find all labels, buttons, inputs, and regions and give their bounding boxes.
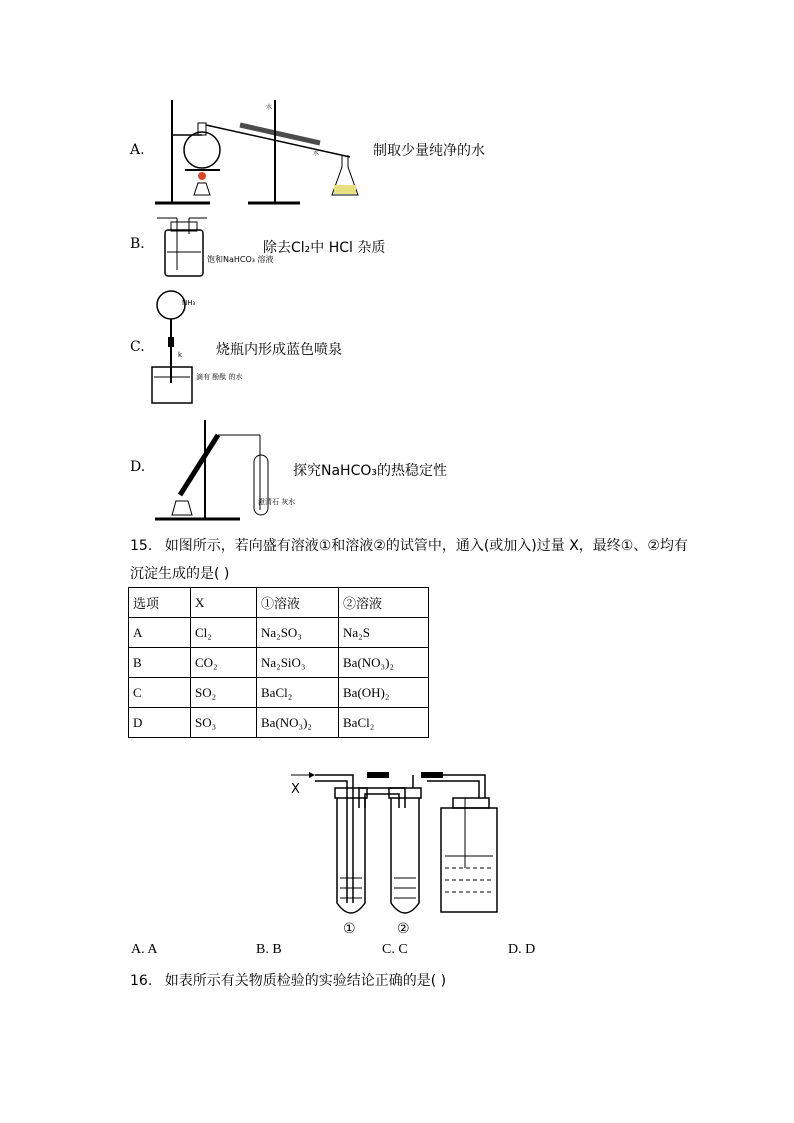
option-b-letter: B.	[130, 236, 145, 252]
question-16-number: 16.	[130, 973, 153, 989]
table-cell: Ba(OH)₂	[339, 678, 429, 708]
gas-washing-bottle-figure	[155, 212, 275, 280]
table-cell: B	[129, 648, 191, 678]
option-a-letter: A.	[130, 142, 145, 158]
tube-1-label: ①	[343, 921, 356, 937]
table-row	[129, 678, 429, 708]
question-15-line1	[130, 535, 688, 555]
option-a-caption: 制取少量纯净的水	[373, 143, 485, 159]
table-cell: BaCl₂	[257, 678, 339, 708]
answer-choice-b[interactable]: B. B	[256, 942, 282, 957]
table-cell: Ba(NO₃)₂	[339, 648, 429, 678]
water-out-label: 水	[313, 150, 320, 157]
table-header-row	[129, 588, 429, 618]
answer-choice-d[interactable]: D. D	[508, 942, 536, 957]
table-cell: Ba(NO₃)₂	[257, 708, 339, 738]
question-15-text: 如图所示，若向盛有溶液①和溶液②的试管中，通入(或加入)过量 X，最终①、②均有	[164, 538, 688, 554]
answer-choice-c[interactable]: C. C	[382, 942, 408, 957]
header-cell: X	[191, 588, 257, 618]
table-cell: BaCl₂	[339, 708, 429, 738]
thermal-stability-figure	[150, 415, 296, 525]
distillation-apparatus-figure	[150, 95, 365, 210]
option-c-letter: C.	[130, 339, 145, 355]
clamp-k-label: k	[178, 351, 183, 359]
table-cell: SO₃	[191, 708, 257, 738]
phenolphthalein-water-label: 滴有 酚酞 的水	[196, 373, 243, 381]
option-b-caption: 除去Cl₂中 HCl 杂质	[263, 240, 386, 256]
table-row	[129, 618, 429, 648]
solution-label: 饱和NaHCO₃ 溶液	[207, 255, 274, 264]
options-table	[128, 587, 429, 738]
x-gas-label: X	[291, 782, 300, 797]
table-row	[129, 648, 429, 678]
nh3-label: NH₃	[182, 299, 196, 307]
header-cell: ①溶液	[257, 588, 339, 618]
water-in-label: 水	[266, 104, 273, 111]
table-cell: CO₂	[191, 648, 257, 678]
tube-2-label: ②	[397, 921, 410, 937]
table-cell: D	[129, 708, 191, 738]
option-d-caption: 探究NaHCO₃的热稳定性	[293, 463, 447, 479]
question-16-text: 如表所示有关物质检验的实验结论正确的是( )	[164, 973, 447, 989]
table-cell: C	[129, 678, 191, 708]
table-row	[129, 708, 429, 738]
header-cell: ②溶液	[339, 588, 429, 618]
table-cell: A	[129, 618, 191, 648]
header-cell: 选项	[129, 588, 191, 618]
table-cell: Cl₂	[191, 618, 257, 648]
table-cell: Na₂SO₃	[257, 618, 339, 648]
question-15-number: 15.	[130, 538, 153, 554]
table-cell: Na₂S	[339, 618, 429, 648]
test-tube-apparatus-figure	[285, 768, 510, 940]
question-15-line2: 沉淀生成的是( )	[130, 566, 230, 582]
question-16-line	[130, 970, 446, 990]
limewater-label: 澄清石 灰水	[258, 498, 296, 506]
option-c-caption: 烧瓶内形成蓝色喷泉	[216, 342, 342, 358]
table-cell: Na₂SiO₃	[257, 648, 339, 678]
option-d-letter: D.	[130, 459, 146, 475]
table-cell: SO₂	[191, 678, 257, 708]
answer-choice-a[interactable]: A. A	[131, 942, 158, 957]
